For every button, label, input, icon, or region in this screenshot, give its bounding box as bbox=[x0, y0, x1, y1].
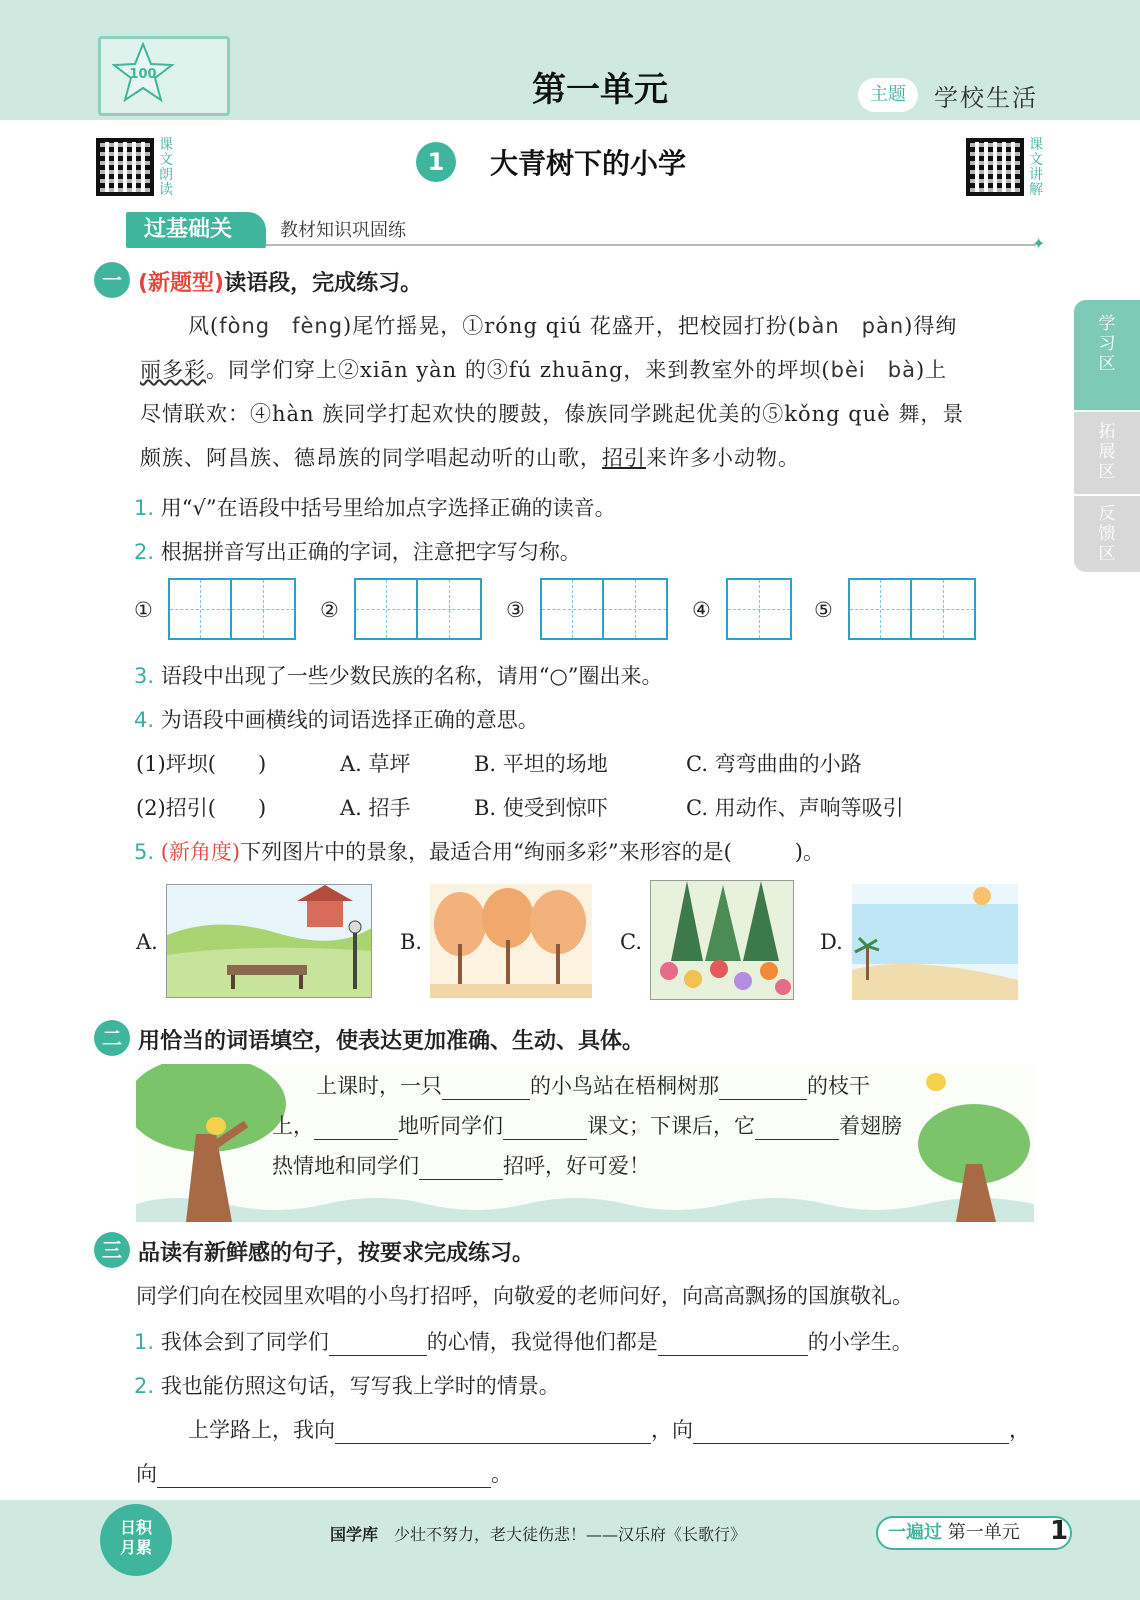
grid-label-2: ② bbox=[320, 598, 339, 622]
mascot-label: 100 bbox=[129, 67, 157, 82]
picture-a-park[interactable] bbox=[166, 884, 372, 998]
picture-label-b: B. bbox=[400, 930, 423, 954]
paragraph-line: 风(fòng fèng)尾竹摇晃，①róng qiú 花盛开，把校园打扮(bàn pàn)得绚 bbox=[188, 314, 958, 338]
paragraph-line: 丽多彩。同学们穿上②xiān yàn 的③fú zhuāng，来到教室外的坪坝(bèi bà)上 bbox=[140, 358, 948, 382]
page-number: 1 bbox=[1050, 1516, 1069, 1546]
unit-title: 第一单元 bbox=[532, 70, 668, 110]
question-1-item-4: 4. 为语段中画横线的词语选择正确的意思。 bbox=[134, 708, 539, 732]
writing-grid-4[interactable] bbox=[726, 578, 792, 640]
footer-brand-pill: 一遍过 第一单元 bbox=[876, 1516, 1072, 1550]
question-1-item-3: 3. 语段中出现了一些少数民族的名称，请用“○”圈出来。 bbox=[134, 664, 663, 688]
choice-row-2-c[interactable]: C. 用动作、声响等吸引 bbox=[686, 796, 904, 820]
writing-grid-5[interactable] bbox=[848, 578, 976, 640]
blank-input[interactable] bbox=[503, 1118, 587, 1140]
theme-label: 主题 bbox=[858, 78, 918, 112]
question-3-number: 三 bbox=[94, 1232, 130, 1268]
choice-row-2-word: (2)招引( ) bbox=[136, 796, 267, 820]
lesson-number: 1 bbox=[416, 142, 456, 182]
footer-quote: 国学库 少壮不努力，老大徒伤悲！——汉乐府《长歌行》 bbox=[330, 1525, 747, 1544]
picture-c-flowers[interactable] bbox=[650, 880, 794, 1000]
fill-line-3: 热情地和同学们 招呼，好可爱！ bbox=[272, 1154, 650, 1178]
choice-row-1-a[interactable]: A. 草坪 bbox=[340, 752, 411, 776]
blank-input[interactable] bbox=[314, 1118, 398, 1140]
side-tab-feedback[interactable]: 反馈区 bbox=[1074, 496, 1140, 572]
star-mascot-icon bbox=[112, 42, 174, 104]
blank-input[interactable] bbox=[719, 1078, 807, 1100]
choice-row-1-word: (1)坪坝( ) bbox=[136, 752, 267, 776]
question-3-sentence: 同学们向在校园里欢唱的小鸟打招呼，向敬爱的老师问好，向高高飘扬的国旗敬礼。 bbox=[136, 1284, 913, 1308]
picture-label-a: A. bbox=[136, 930, 158, 954]
question-3-title: 品读有新鲜感的句子，按要求完成练习。 bbox=[138, 1241, 535, 1266]
qr-left-label: 课文朗读 bbox=[159, 137, 173, 198]
question-1-item-1: 1. 用“√”在语段中括号里给加点字选择正确的读音。 bbox=[134, 496, 616, 520]
picture-label-d: D. bbox=[820, 930, 843, 954]
choice-row-2-b[interactable]: B. 使受到惊吓 bbox=[474, 796, 608, 820]
grid-label-5: ⑤ bbox=[814, 598, 833, 622]
qr-right-label: 课文讲解 bbox=[1029, 137, 1043, 198]
choice-row-2-a[interactable]: A. 招手 bbox=[340, 796, 411, 820]
grid-label-4: ④ bbox=[692, 598, 711, 622]
picture-label-c: C. bbox=[620, 930, 642, 954]
grid-label-3: ③ bbox=[506, 598, 525, 622]
fill-line-2: 上， 地听同学们 课文；下课后，它 着翅膀 bbox=[272, 1114, 902, 1138]
question-1-paragraph bbox=[140, 304, 1050, 480]
question-2-panel bbox=[136, 1064, 1034, 1222]
blank-input[interactable] bbox=[157, 1466, 491, 1488]
picture-d-seaside[interactable] bbox=[852, 884, 1018, 1000]
side-tab-study[interactable]: 学习区 bbox=[1074, 300, 1140, 410]
writing-line-1: 上学路上，我向 ，向 ， bbox=[188, 1418, 1030, 1442]
blank-input[interactable] bbox=[693, 1422, 1009, 1444]
grid-label-1: ① bbox=[134, 598, 153, 622]
question-1-title: 读语段，完成练习。 bbox=[224, 271, 423, 296]
question-1-item-5: 5. (新角度)下列图片中的景象，最适合用“绚丽多彩”来形容的是( )。 bbox=[134, 840, 824, 864]
paragraph-line: 颇族、阿昌族、德昂族的同学唱起动听的山歌，招引来许多小动物。 bbox=[140, 446, 800, 470]
blank-input[interactable] bbox=[329, 1334, 427, 1356]
star-icon: ✦ bbox=[1032, 234, 1046, 253]
question-3-item-2: 2. 我也能仿照这句话，写写我上学时的情景。 bbox=[134, 1374, 560, 1398]
daily-accumulation-badge: 日积 月累 bbox=[100, 1504, 172, 1576]
writing-grid-3[interactable] bbox=[540, 578, 668, 640]
section-subtitle: 教材知识巩固练 bbox=[280, 220, 406, 241]
section-tag: 过基础关 bbox=[126, 212, 266, 248]
question-1-number: 一 bbox=[94, 262, 130, 298]
question-2-number: 二 bbox=[94, 1020, 130, 1056]
theme-text: 学校生活 bbox=[934, 84, 1038, 112]
qr-code-reading[interactable] bbox=[96, 138, 154, 196]
question-1-heading bbox=[138, 266, 422, 297]
fill-line-1: 上课时，一只 的小鸟站在梧桐树那 的枝干 bbox=[316, 1074, 870, 1098]
lesson-title: 大青树下的小学 bbox=[490, 147, 687, 180]
blank-input[interactable] bbox=[442, 1078, 530, 1100]
choice-row-1-b[interactable]: B. 平坦的场地 bbox=[474, 752, 608, 776]
question-3-item-1: 1. 我体会到了同学们 的心情，我觉得他们都是 的小学生。 bbox=[134, 1330, 913, 1354]
picture-b-autumn-trees[interactable] bbox=[430, 884, 592, 998]
blank-input[interactable] bbox=[658, 1334, 808, 1356]
question-2-title: 用恰当的词语填空，使表达更加准确、生动、具体。 bbox=[138, 1029, 645, 1054]
writing-grid-2[interactable] bbox=[354, 578, 482, 640]
section-divider bbox=[266, 244, 1036, 246]
qr-code-explain[interactable] bbox=[966, 138, 1024, 196]
side-tab-extend[interactable]: 拓展区 bbox=[1074, 412, 1140, 494]
blank-input[interactable] bbox=[419, 1158, 503, 1180]
writing-grid-1[interactable] bbox=[168, 578, 296, 640]
blank-input[interactable] bbox=[335, 1422, 651, 1444]
choice-row-1-c[interactable]: C. 弯弯曲曲的小路 bbox=[686, 752, 862, 776]
question-1-tag: (新题型) bbox=[138, 271, 225, 296]
question-1-item-2: 2. 根据拼音写出正确的字词，注意把字写匀称。 bbox=[134, 540, 581, 564]
blank-input[interactable] bbox=[755, 1118, 839, 1140]
writing-line-2: 向 。 bbox=[136, 1462, 512, 1486]
paragraph-line: 尽情联欢：④hàn 族同学打起欢快的腰鼓，傣族同学跳起优美的⑤kǒng què 舞，景 bbox=[140, 402, 965, 426]
